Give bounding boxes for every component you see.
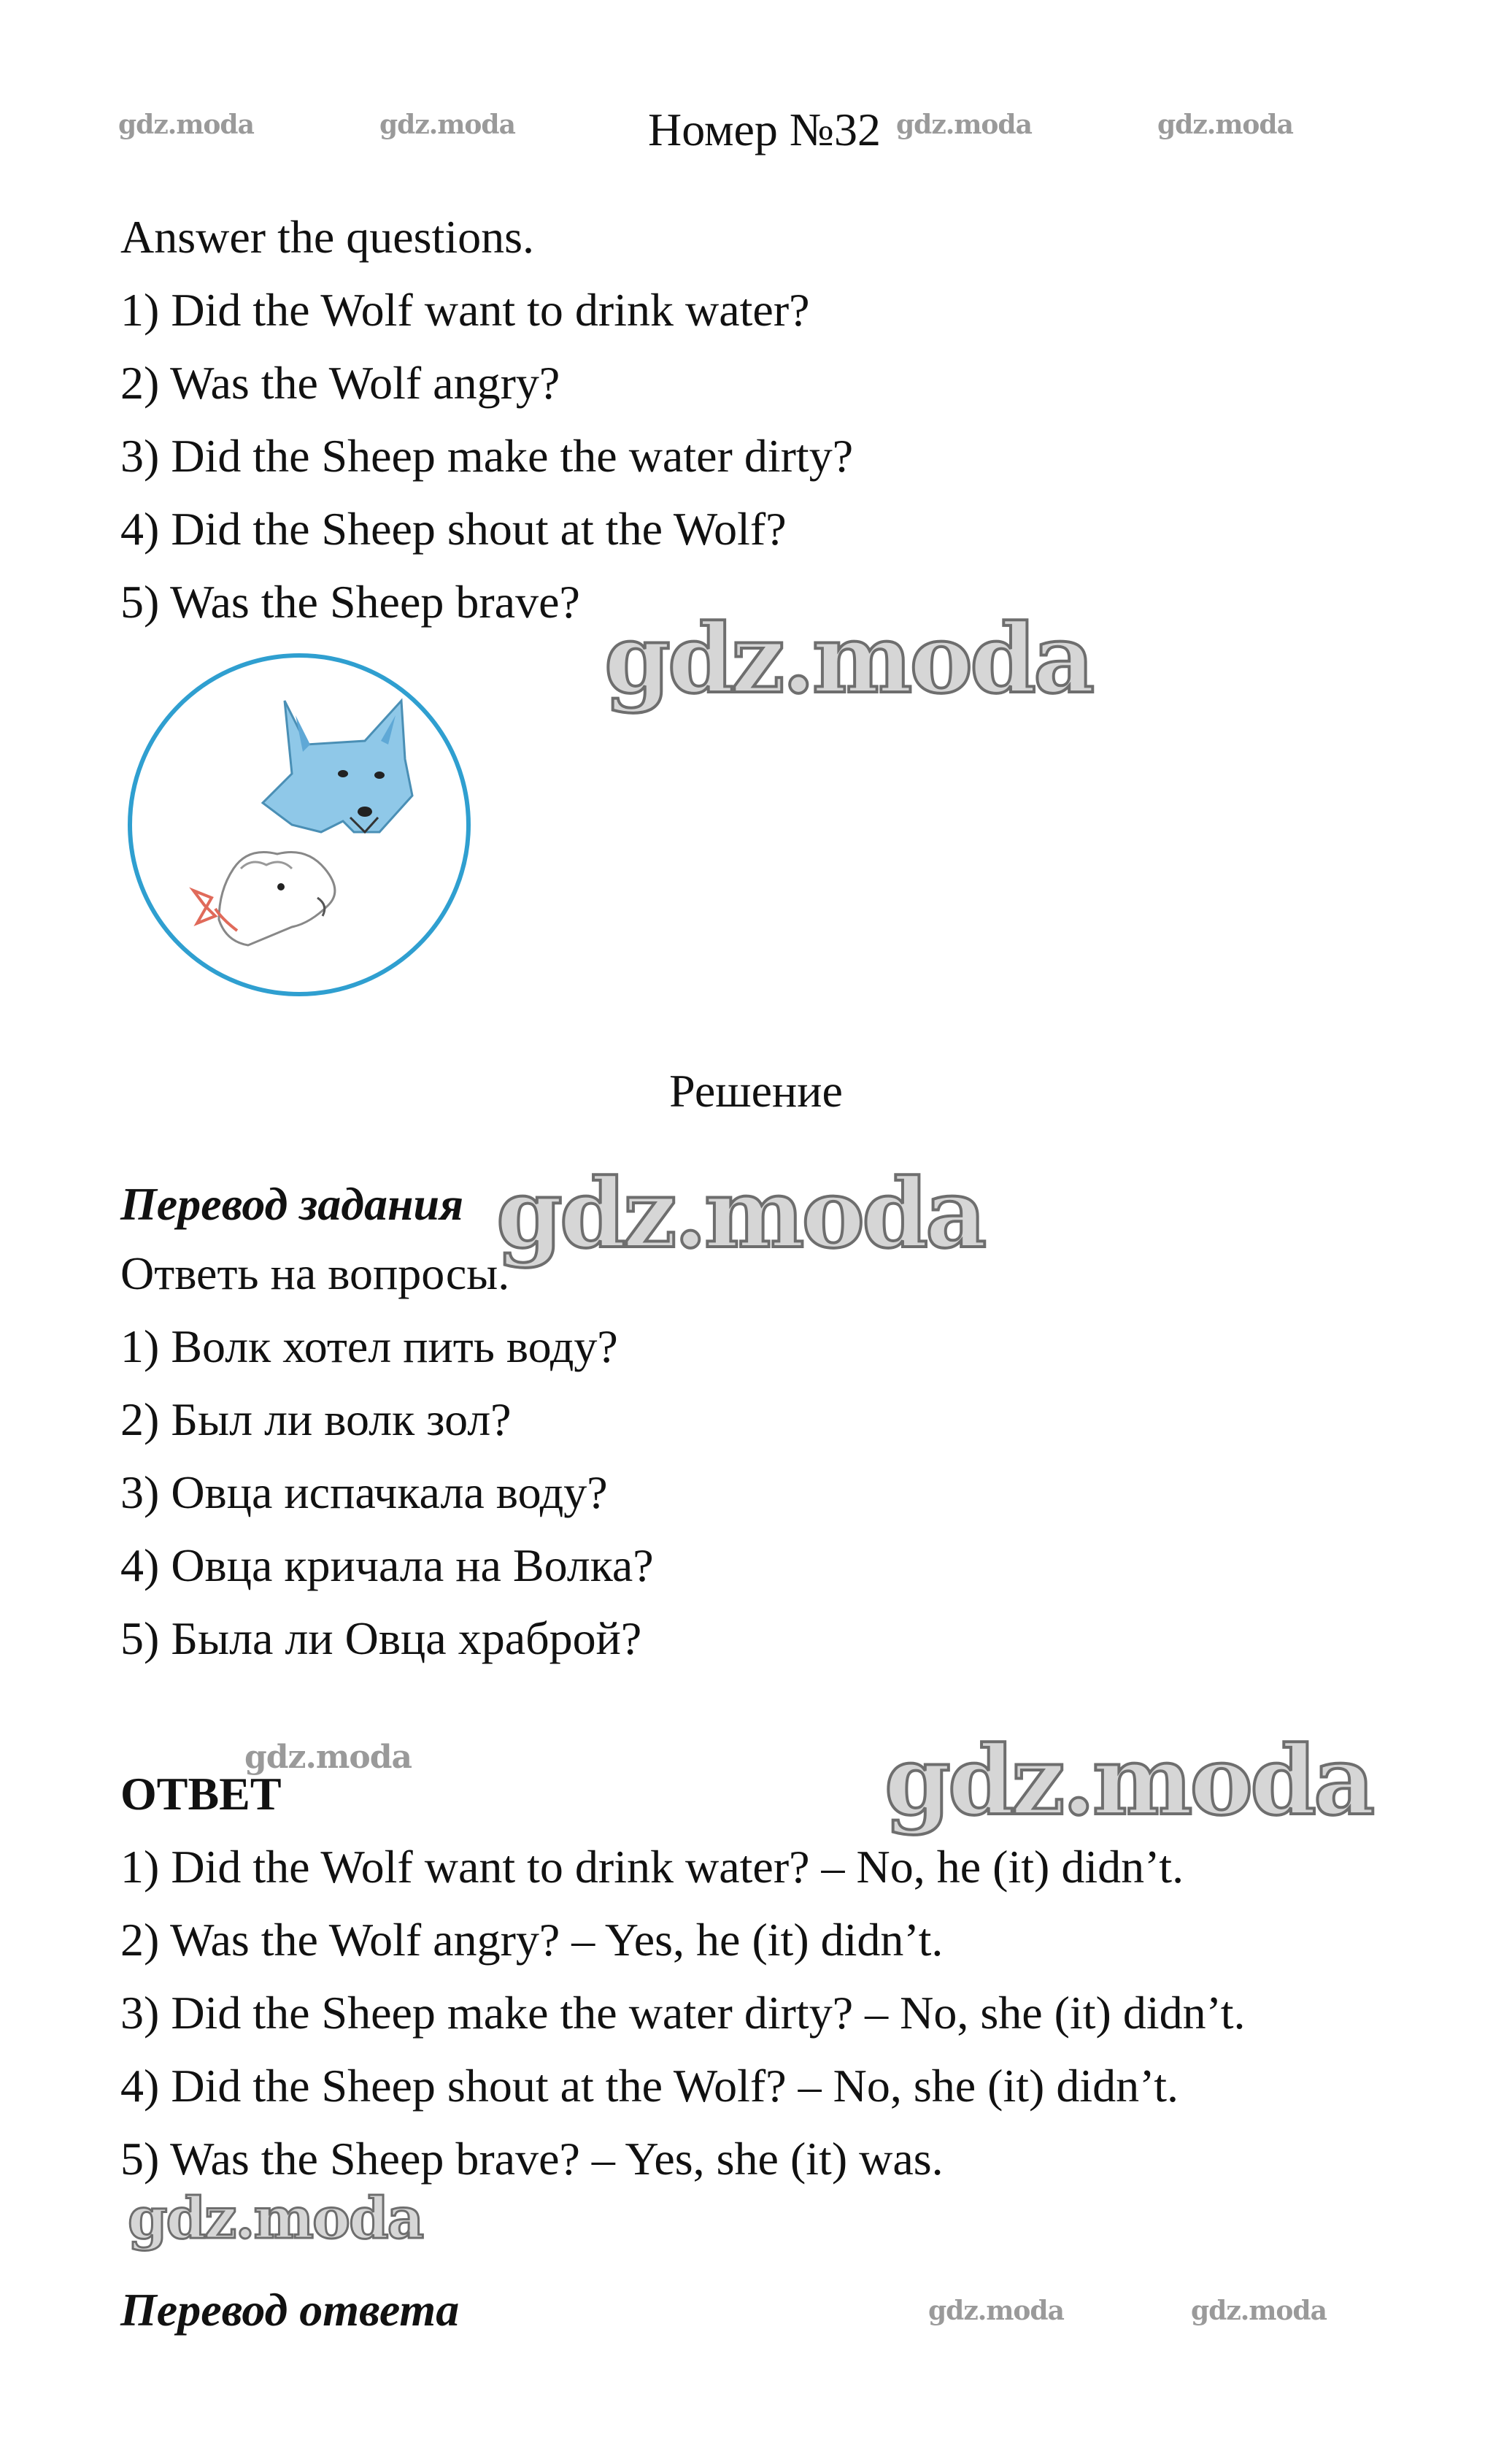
translation-instruction: Ответь на вопросы. [120,1247,510,1299]
wolf-and-sheep-illustration [124,650,474,1000]
watermark: gdz.moda [928,2296,1064,2326]
watermark: gdz.moda [244,1739,412,1776]
answer-translation-heading: Перевод ответа [120,2284,460,2336]
watermark: gdz.moda [128,2185,423,2252]
task-question: 2) Was the Wolf angry? [120,357,560,409]
task-question: 5) Was the Sheep brave? [120,576,580,628]
task-instruction: Answer the questions. [120,211,535,263]
watermark: gdz.moda [884,1725,1373,1836]
watermark: gdz.moda [496,1158,984,1269]
translation-question: 2) Был ли волк зол? [120,1393,512,1445]
watermark: gdz.moda [379,109,515,140]
translation-question: 4) Овца кричала на Волка? [120,1539,654,1591]
translation-heading: Перевод задания [120,1178,464,1230]
answer-line: 4) Did the Sheep shout at the Wolf? – No, she (it) didn’t. [120,2060,1179,2112]
answer-heading: ОТВЕТ [120,1768,282,1820]
watermark: gdz.moda [118,109,254,140]
task-question: 3) Did the Sheep make the water dirty? [120,430,854,482]
watermark: gdz.moda [1191,2296,1327,2326]
translation-question: 1) Волк хотел пить воду? [120,1320,618,1372]
answer-line: 3) Did the Sheep make the water dirty? – No, she (it) didn’t. [120,1987,1246,2039]
answer-line: 2) Was the Wolf angry? – Yes, he (it) didn’t. [120,1914,944,1966]
translation-question: 3) Овца испачкала воду? [120,1466,608,1518]
answer-line: 1) Did the Wolf want to drink water? – No, he (it) didn’t. [120,1841,1184,1893]
page-title: Номер №32 [648,104,881,155]
answer-line: 5) Was the Sheep brave? – Yes, she (it) was. [120,2133,944,2185]
watermark: gdz.moda [604,603,1092,715]
task-question: 4) Did the Sheep shout at the Wolf? [120,503,787,555]
watermark: gdz.moda [896,109,1032,140]
task-question: 1) Did the Wolf want to drink water? [120,284,810,336]
translation-question: 5) Была ли Овца храброй? [120,1612,642,1664]
solution-heading: Решение [669,1065,843,1117]
watermark: gdz.moda [1157,109,1293,140]
